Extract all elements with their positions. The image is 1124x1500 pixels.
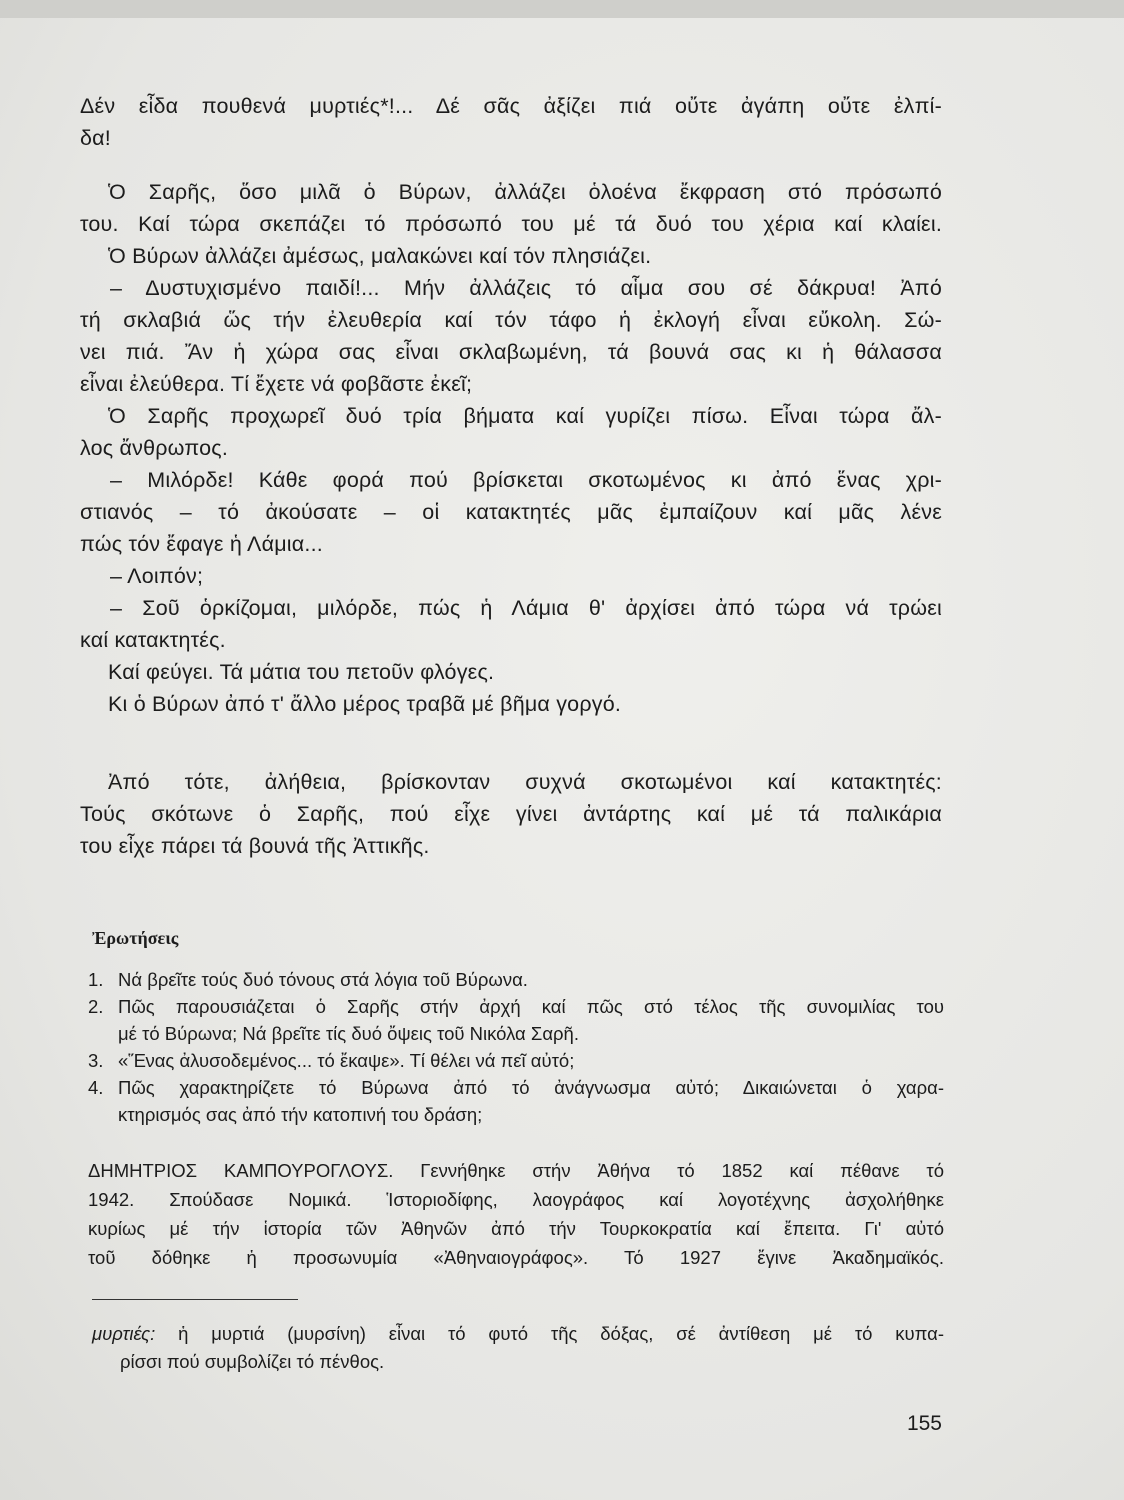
bio-line: 1942. Σπούδασε Νομικά. Ἱστοριοδίφης, λαογράφος καί λογοτέχνης ἀσχολήθηκε <box>88 1189 944 1210</box>
text-line: του εἶχε πάρει τά βουνά τῆς Ἀττικῆς. <box>80 834 430 858</box>
text-line: Ὁ Σαρῆς προχωρεῖ δυό τρία βήματα καί γυρίζει πίσω. Εἶναι τώρα ἄλ- <box>108 404 942 428</box>
narrative-block-2 <box>80 176 942 720</box>
text-line: του. Καί τώρα σκεπάζει τό πρόσωπό του μέ τά δυό του χέρια καί κλαίει. <box>80 212 942 236</box>
question-item <box>88 1047 944 1074</box>
text-line: Κι ὁ Βύρων ἀπό τ' ἄλλο μέρος τραβᾶ μέ βῆμα γοργό. <box>108 692 622 716</box>
footnote-text: ἡ μυρτιά (μυρσίνη) εἶναι τό φυτό τῆς δόξας, σέ ἀντίθεση μέ τό κυπα- <box>155 1323 944 1344</box>
question-text: «Ἕνας ἀλυσοδεμένος... τό ἔκαψε». Τί θέλει νά πεῖ αὐτό; <box>118 1050 575 1071</box>
text-line: – Λοιπόν; <box>110 564 204 588</box>
author-bio <box>88 1156 944 1272</box>
text-line: Ὁ Σαρῆς, ὅσο μιλᾶ ὁ Βύρων, ἀλλάζει ὁλοένα ἔκφραση στό πρόσωπό <box>108 180 942 204</box>
footnote-line: ρίσσι πού συμβολίζει τό πένθος. <box>120 1351 385 1372</box>
text-line: στιανός – τό ἀκούσατε – οἱ κατακτητές μᾶς ἐμπαίζουν καί μᾶς λένε <box>80 500 942 524</box>
text-line: Ἀπό τότε, ἀλήθεια, βρίσκονταν συχνά σκοτωμένοι καί κατακτητές: <box>108 770 942 794</box>
footnote-term: μυρτιές: <box>92 1323 156 1344</box>
text-line: Ὁ Βύρων ἀλλάζει ἀμέσως, μαλακώνει καί τόν πλησιάζει. <box>108 244 652 268</box>
text-line: Τούς σκότωνε ὁ Σαρῆς, πού εἶχε γίνει ἀντάρτης καί μέ τά παλικάρια <box>80 802 942 826</box>
question-number: 4. <box>88 1077 104 1098</box>
footnote-line <box>92 1320 944 1348</box>
question-item <box>88 1074 944 1128</box>
page-number: 155 <box>906 1412 942 1435</box>
question-text: Πῶς παρουσιάζεται ὁ Σαρῆς στήν ἀρχή καί πῶς στό τέλος τῆς συνομιλίας του <box>118 996 944 1017</box>
question-number: 3. <box>88 1050 104 1071</box>
text-line: Καί φεύγει. Τά μάτια του πετοῦν φλόγες. <box>108 660 495 684</box>
text-line: – Μιλόρδε! Κάθε φορά πού βρίσκεται σκοτωμένος κι ἀπό ἕνας χρι- <box>110 468 942 492</box>
text-line: τή σκλαβιά ὥς τήν ἐλευθερία καί τόν τάφο ἡ ἐκλογή εἶναι εὔκολη. Σώ- <box>80 308 942 332</box>
text-line: – Σοῦ ὁρκίζομαι, μιλόρδε, πώς ἡ Λάμια θ' ἀρχίσει ἀπό τώρα νά τρώει <box>110 596 942 620</box>
text-line: νει πιά. Ἄν ἡ χώρα σας εἶναι σκλαβωμένη, τά βουνά σας κι ἡ θάλασσα <box>80 340 942 364</box>
question-number: 1. <box>88 969 104 990</box>
narrative-block-3 <box>80 766 942 862</box>
question-text: Πῶς χαρακτηρίζετε τό Βύρωνα ἀπό τό ἀνάγνωσμα αὐτό; Δικαιώνεται ὁ χαρα- <box>118 1077 944 1098</box>
text-line: – Δυστυχισμένο παιδί!... Μήν ἀλλάζεις τό αἷμα σου σέ δάκρυα! Ἀπό <box>110 276 942 300</box>
footnote-rule <box>92 1299 298 1300</box>
footnote <box>92 1320 944 1376</box>
questions-list <box>88 966 944 1128</box>
question-number: 2. <box>88 996 104 1017</box>
question-text: κτηρισμός σας ἀπό τήν κατοπινή του δράση; <box>118 1104 483 1125</box>
text-line: Δέν εἶδα πουθενά μυρτιές*!... Δέ σᾶς ἀξίζει πιά οὔτε ἀγάπη οὔτε ἐλπί- <box>80 94 942 118</box>
questions-heading: Ἐρωτήσεις <box>92 928 179 948</box>
text-line: δα! <box>80 126 111 150</box>
narrative-block-1 <box>80 90 942 154</box>
question-text: Νά βρεῖτε τούς δυό τόνους στά λόγια τοῦ Βύρωνα. <box>118 969 528 990</box>
bio-line: κυρίως μέ τήν ἱστορία τῶν Ἀθηνῶν ἀπό τήν Τουρκοκρατία καί ἔπειτα. Γι' αὐτό <box>88 1218 944 1239</box>
text-line: λος ἄνθρωπος. <box>80 436 228 460</box>
bio-line: ΔΗΜΗΤΡΙΟΣ ΚΑΜΠΟΥΡΟΓΛΟΥΣ. Γεννήθηκε στήν Ἀθήνα τό 1852 καί πέθανε τό <box>88 1160 944 1181</box>
text-line: εἶναι ἐλεύθερα. Τί ἔχετε νά φοβᾶστε ἐκεῖ; <box>80 372 473 396</box>
text-line: πώς τόν ἔφαγε ἡ Λάμια... <box>80 532 323 556</box>
scan-edge <box>0 0 1124 18</box>
bio-line: τοῦ δόθηκε ἡ προσωνυμία «Ἀθηναιογράφος». Τό 1927 ἔγινε Ἀκαδημαϊκός. <box>88 1247 944 1268</box>
text-line: καί κατακτητές. <box>80 628 226 652</box>
question-item <box>88 966 944 993</box>
question-item <box>88 993 944 1047</box>
question-text: μέ τό Βύρωνα; Νά βρεῖτε τίς δυό ὄψεις τοῦ Νικόλα Σαρῆ. <box>118 1023 579 1044</box>
